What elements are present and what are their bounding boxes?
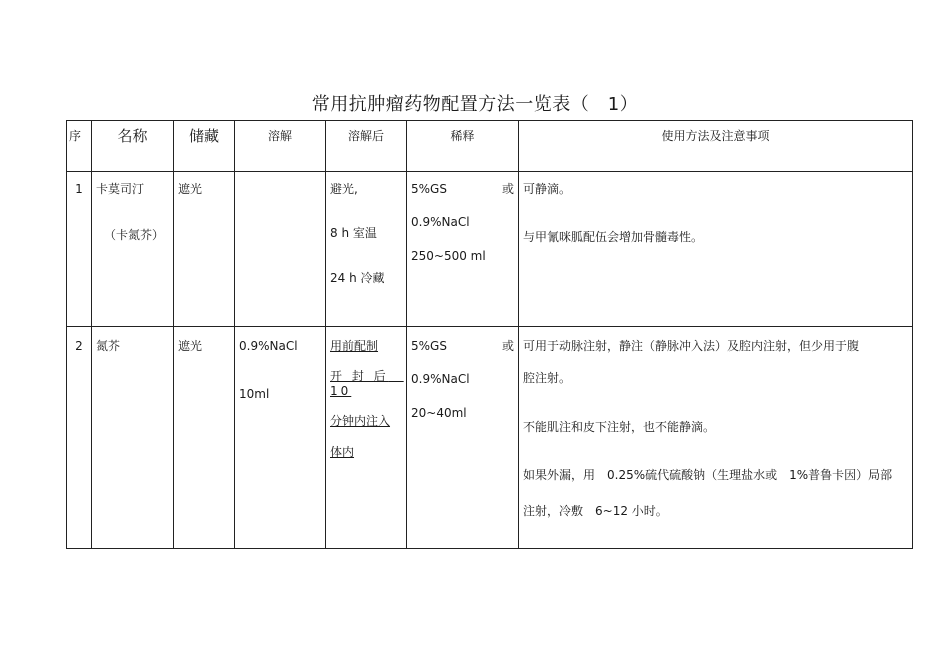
table-row: [67, 172, 913, 327]
row-seq: 1: [67, 172, 92, 327]
header-seq: 序: [67, 121, 92, 172]
header-storage: 储藏: [174, 121, 235, 172]
dissolve-line: 0.9%NaCl: [239, 339, 298, 353]
usage-line: 不能肌注和皮下注射，也不能静滴。: [523, 419, 716, 434]
table-row: [67, 327, 913, 549]
dilute-solvent: 5%GS: [411, 182, 447, 196]
header-usage: 使用方法及注意事项: [519, 121, 913, 172]
usage-line: 与甲氰咪胍配伍会增加骨髓毒性。: [523, 230, 704, 245]
storage-cell: 遮光: [174, 172, 235, 327]
dilute-line: 0.9%NaCl: [411, 215, 470, 230]
drug-name-cell: [92, 327, 174, 549]
storage-cell: 遮光: [174, 327, 235, 549]
dilute-or: 或: [501, 339, 514, 353]
after-dissolve-cell: [326, 327, 407, 549]
header-name: 名称: [92, 121, 174, 172]
drug-name: 氮芥: [96, 339, 121, 353]
dilute-cell: [407, 327, 519, 549]
after-dissolve-line: 体内: [330, 444, 355, 459]
header-dissolve: 溶解: [235, 121, 326, 172]
after-dissolve-line: 8 h 室温: [330, 226, 377, 241]
usage-cell: [519, 172, 913, 327]
after-dissolve-line: 用前配制: [330, 339, 379, 353]
dilute-line: 250~500 ml: [411, 248, 486, 263]
header-dilute: 稀释: [407, 121, 519, 172]
dilute-solvent: 5%GS: [411, 339, 447, 353]
dilute-cell: [407, 172, 519, 327]
dissolve-cell: [235, 172, 326, 327]
dilute-first-line: [411, 339, 514, 353]
usage-line: 腔注射。: [523, 371, 572, 386]
after-dissolve-cell: [326, 172, 407, 327]
usage-line: 可用于动脉注射，静注（静脉冲入法）及腔内注射，但少用于腹: [523, 339, 860, 353]
dissolve-line: 10ml: [239, 387, 270, 402]
dilute-first-line: [411, 182, 514, 196]
after-dissolve-line: 避光,: [330, 182, 358, 196]
usage-cell: [519, 327, 913, 549]
dilute-line: 20~40ml: [411, 405, 467, 420]
dilute-or: 或: [501, 182, 514, 196]
dilute-line: 0.9%NaCl: [411, 372, 470, 387]
usage-line: 可静滴。: [523, 182, 572, 196]
drug-name: 卡莫司汀: [96, 182, 145, 196]
after-dissolve-line: 分钟内注入: [330, 414, 391, 429]
after-dissolve-line: 开 封 后 10: [330, 369, 404, 398]
table-header-row: [67, 121, 913, 172]
drug-preparation-table: [66, 120, 913, 549]
row-seq: 2: [67, 327, 92, 549]
usage-line: 注射，冷敷 6~12 小时。: [523, 503, 668, 518]
header-after-dissolve: 溶解后: [326, 121, 407, 172]
dissolve-cell: [235, 327, 326, 549]
drug-alias: （卡氮芥）: [104, 228, 165, 243]
usage-line: 如果外漏，用 0.25%硫代硫酸钠（生理盐水或 1%普鲁卡因）局部: [523, 468, 893, 483]
after-dissolve-line: 24 h 冷藏: [330, 270, 385, 285]
page-title: 常用抗肿瘤药物配置方法一览表（ 1）: [311, 94, 639, 115]
drug-name-cell: [92, 172, 174, 327]
